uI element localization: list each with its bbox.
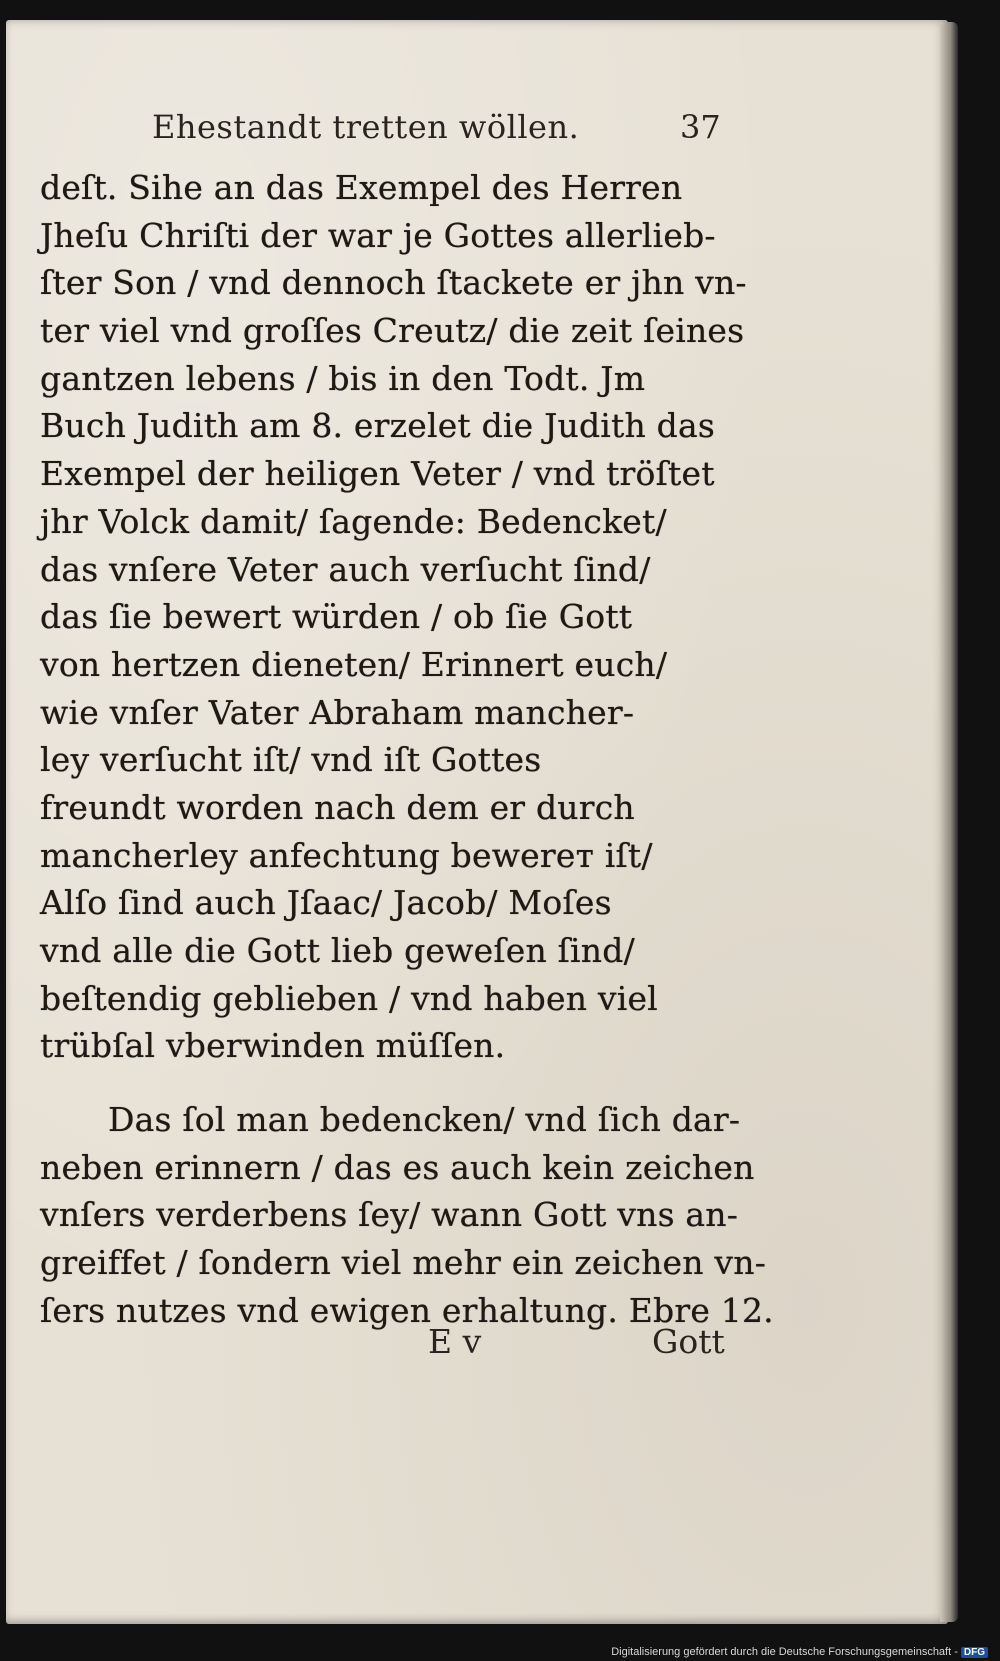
body-text xyxy=(40,164,774,1335)
digitization-credit xyxy=(611,1646,988,1658)
text-line: vnd alle die Gott lieb geweſen ſind/ xyxy=(40,931,635,970)
text-line: deſt. Sihe an das Exempel des Herren xyxy=(40,168,683,207)
text-line: freundt worden nach dem er durch xyxy=(40,787,635,827)
page-footer xyxy=(40,1322,760,1370)
text-line: trübſal vberwinden müſſen. xyxy=(40,1026,506,1066)
text-line: von hertzen dieneten/ Erinnert euch/ xyxy=(40,644,668,684)
text-line: ſter Son / vnd dennoch ſtackete er jhn vn- xyxy=(40,263,747,303)
text-line: Exempel der heiligen Veter / vnd tröſtet xyxy=(40,454,715,494)
text-line: gantzen lebens / bis in den Todt. Jm xyxy=(40,358,646,398)
text-line: jhr Volck damit/ ſagende: Bedencket/ xyxy=(40,501,667,541)
text-line: Das ſol man bedencken/ vnd ſich dar- xyxy=(108,1100,741,1140)
text-line: das vnſere Veter auch verſucht ſind/ xyxy=(40,549,651,589)
text-line: wie vnſer Vater Abraham mancher- xyxy=(40,692,635,732)
signature-mark: E v xyxy=(428,1322,482,1361)
text-line: Buch Judith am 8. erzelet die Judith das xyxy=(40,406,715,446)
text-line: das ſie bewert würden / ob ſie Gott xyxy=(40,597,633,637)
text-line: mancherley anfechtung bewerет iſt/ xyxy=(40,835,653,875)
page-edge xyxy=(940,22,958,1622)
text-line: neben erinnern / das es auch kein zeichen xyxy=(40,1147,755,1187)
page-header xyxy=(40,108,760,160)
text-line: ter viel vnd groſſes Creutz/ die zeit ſeines xyxy=(40,311,745,351)
text-line: beſtendig geblieben / vnd haben viel xyxy=(40,978,658,1018)
text-line: ſers nutzes vnd ewigen erhaltung. Ebre 12. xyxy=(40,1290,774,1330)
text-line: greiffet / ſondern viel mehr ein zeichen vn- xyxy=(40,1243,767,1283)
paragraph-gap xyxy=(40,1070,760,1096)
text-line: vnſers verderbens ſey/ wann Gott vns an- xyxy=(40,1195,739,1235)
credit-text: Digitalisierung gefördert durch die Deutsche Forschungsgemeinschaft - xyxy=(611,1646,958,1658)
text-line: ley verſucht iſt/ vnd iſt Gottes xyxy=(40,740,542,780)
catchword: Gott xyxy=(652,1322,725,1361)
running-title: Ehestandt tretten wöllen. xyxy=(152,108,580,146)
text-line: Jheſu Chriſti der war je Gottes allerlieb- xyxy=(40,215,716,255)
dfg-logo: DFG xyxy=(961,1647,988,1658)
page-number: 37 xyxy=(680,108,721,146)
text-line: Alſo ſind auch Jſaac/ Jacob/ Moſes xyxy=(40,883,612,923)
